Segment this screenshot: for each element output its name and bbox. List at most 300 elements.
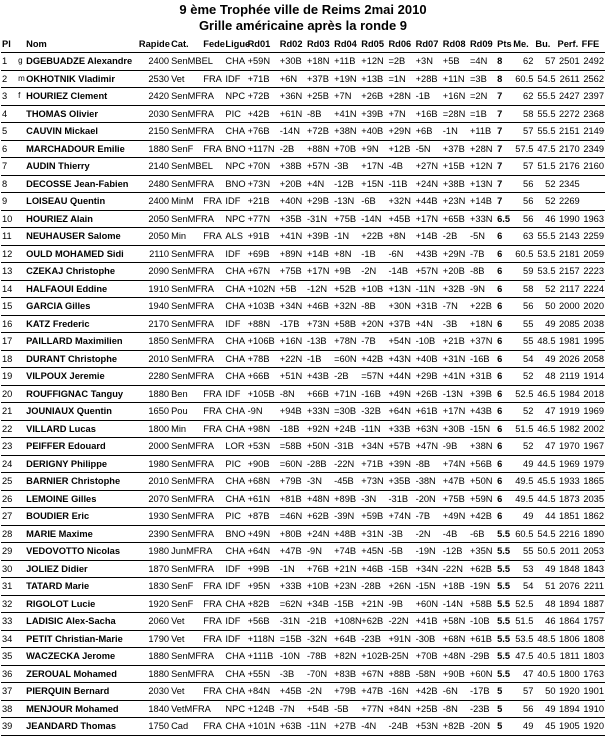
median-cell: 54 [523, 353, 534, 364]
round-1-cell: +53N [247, 441, 271, 451]
performance-cell: 2000 [558, 301, 580, 311]
round-1-cell: +66B [247, 371, 270, 381]
round-9-cell: =4N [469, 56, 488, 66]
rating-cell: 2390 [148, 528, 170, 539]
round-6-cell: +37B [388, 318, 411, 329]
place-cell: 39 [2, 721, 13, 731]
points-cell: 6 [497, 423, 503, 434]
round-7-cell: +47N [415, 441, 439, 451]
round-7-cell: -2N [415, 528, 431, 539]
round-8-cell: +15B [442, 161, 465, 171]
round-2-cell: +6N [279, 73, 298, 84]
title-cell [17, 438, 25, 456]
round-7-cell: -1B [415, 91, 431, 101]
buchholz-cell: 52 [545, 178, 556, 189]
round-5-cell: -2N [361, 266, 377, 276]
round-9-cell: -8B [469, 266, 485, 276]
ffe-rating-cell: 1979 [583, 458, 604, 469]
ffe-rating-cell: 1757 [583, 616, 604, 626]
category-cell: Vet [171, 73, 185, 84]
table-header-row [1, 36, 605, 53]
round-8-cell: +29N [442, 248, 466, 259]
table-row [1, 630, 605, 648]
table-row [1, 455, 605, 473]
round-7-cell: +63N [415, 423, 439, 434]
round-3-cell: +48N [306, 493, 330, 504]
round-1-cell: +67N [247, 266, 271, 276]
round-3-cell: -78B [306, 651, 327, 661]
league-cell: IDF [225, 563, 241, 574]
round-6-cell: +84N [388, 703, 411, 714]
table-row [1, 350, 605, 368]
title-cell [17, 193, 25, 211]
median-cell: 56 [523, 703, 534, 714]
round-4-cell: -1N [334, 231, 350, 241]
title-cell [17, 403, 25, 421]
median-cell: 62 [523, 56, 534, 66]
median-cell: 56 [523, 301, 534, 311]
round-1-cell: +98N [247, 423, 271, 434]
round-6-cell: -24B [388, 721, 409, 731]
ffe-rating-cell: 2223 [583, 266, 604, 276]
league-cell: IDF [225, 633, 241, 644]
round-5-cell: -16B [361, 388, 381, 399]
round-2-cell: =60N [279, 458, 303, 469]
points-cell: 6 [497, 283, 503, 294]
round-2-cell: -14N [279, 126, 300, 136]
round-3-cell: +24N [306, 528, 330, 539]
performance-cell: 1982 [558, 423, 580, 434]
round-2-cell: +35B [279, 213, 302, 224]
rating-cell: 2140 [148, 161, 170, 171]
round-2-cell: +41N [279, 231, 303, 241]
round-9-cell: +28N [469, 143, 493, 154]
buchholz-cell: 50.5 [537, 546, 556, 556]
round-3-cell: +25B [306, 91, 329, 101]
round-5-cell: +40B [361, 126, 384, 136]
round-7-cell: -20N [415, 493, 436, 504]
round-9-cell: =1B [469, 108, 487, 119]
performance-cell: 1848 [558, 563, 580, 574]
median-cell: 52 [523, 441, 534, 451]
round-4-cell: +32N [334, 301, 357, 311]
round-2-cell: +5B [279, 283, 297, 294]
round-8-cell: +74N [442, 458, 466, 469]
league-cell: CHA [225, 266, 246, 276]
round-9-cell: -17B [469, 686, 490, 696]
title-cell [17, 595, 25, 613]
performance-cell: 1864 [558, 616, 580, 626]
category-cell: SenMFRA [171, 126, 214, 136]
category-cell: SenMFRA [171, 441, 214, 451]
round-3-cell: -21B [306, 616, 327, 626]
round-1-cell: +72B [247, 91, 270, 101]
round-5-cell: -7B [361, 336, 376, 346]
round-2-cell: -3B [279, 668, 295, 679]
round-8-cell: +82B [442, 721, 465, 731]
round-7-cell: -7B [415, 511, 431, 521]
ffe-rating-cell: 1995 [583, 336, 604, 346]
median-cell: 54 [523, 581, 534, 591]
buchholz-cell: 52 [545, 196, 556, 206]
round-5-cell: -14N [361, 213, 382, 224]
performance-cell: 2427 [558, 91, 580, 101]
median-cell: 55 [523, 546, 534, 556]
place-cell: 1 [2, 56, 8, 66]
round-6-cell: +30N [388, 301, 411, 311]
round-7-cell: +34N [415, 563, 439, 574]
title-cell [17, 455, 25, 473]
round-2-cell: +45B [279, 686, 302, 696]
table-row [1, 438, 605, 456]
table-row [1, 333, 605, 351]
round-8-cell: +11N [442, 73, 465, 84]
performance-cell: 2026 [558, 353, 580, 364]
round-2-cell: +81B [279, 493, 302, 504]
rating-cell: 2070 [148, 493, 170, 504]
points-cell: 7 [497, 91, 503, 101]
round-2-cell: +63B [279, 721, 302, 731]
category-cell: SenMBEL [171, 161, 213, 171]
round-5-cell: +42B [361, 353, 384, 364]
round-3-cell: -9N [306, 546, 322, 556]
rating-cell: 1800 [148, 423, 170, 434]
median-cell: 60.5 [515, 73, 534, 84]
ffe-rating-cell: 2492 [583, 56, 604, 66]
category-cell: SenMFRA [171, 651, 214, 661]
rating-cell: 2050 [148, 213, 170, 224]
ffe-rating-cell: 1963 [583, 213, 604, 224]
round-6-cell: +43N [388, 353, 411, 364]
league-cell: CHA [225, 353, 246, 364]
league-cell: IDF [225, 73, 241, 84]
title-cell [17, 385, 25, 403]
title-cell [17, 263, 25, 281]
title-cell [17, 245, 25, 263]
median-cell: 57 [523, 686, 534, 696]
round-1-cell: +90B [247, 458, 270, 469]
round-1-cell: +59N [247, 56, 271, 66]
place-cell: 12 [2, 248, 13, 259]
buchholz-cell: 55.5 [537, 126, 556, 136]
title-cell: g [18, 56, 23, 65]
round-3-cell: +4N [306, 178, 325, 189]
round-9-cell: +14B [469, 196, 492, 206]
table-row [1, 665, 605, 683]
table-row [1, 473, 605, 491]
table-row [1, 263, 605, 281]
points-cell: 6 [497, 336, 503, 346]
round-6-cell: +74N [388, 511, 411, 521]
column-header: Me. [513, 39, 529, 49]
player-name-cell: JOLIEZ Didier [26, 563, 88, 574]
player-name-cell: CAUVIN Mickael [26, 126, 98, 136]
document-title: 9 ème Trophée ville de Reims 2mai 2010 [179, 2, 427, 17]
rating-cell: 2530 [148, 73, 170, 84]
round-2-cell: +40N [279, 196, 303, 206]
place-cell: 20 [2, 388, 13, 399]
round-1-cell: +64N [247, 546, 271, 556]
points-cell: 5.5 [497, 581, 511, 591]
round-4-cell: -15B [334, 598, 354, 609]
round-4-cell: +21N [334, 563, 357, 574]
round-6-cell: +28N [388, 91, 411, 101]
round-3-cell: +17N [306, 266, 330, 276]
round-7-cell: -58N [415, 668, 436, 679]
round-4-cell: -39N [334, 511, 355, 521]
buchholz-cell: 46 [545, 213, 556, 224]
round-6-cell: -22N [388, 616, 409, 626]
rating-cell: 1650 [148, 406, 170, 416]
median-cell: 55 [523, 318, 534, 329]
median-cell: 53.5 [515, 633, 534, 644]
round-7-cell: +25B [415, 703, 438, 714]
round-4-cell: +7N [334, 91, 352, 101]
round-8-cell: +16N [442, 91, 466, 101]
place-cell: 31 [2, 581, 13, 591]
place-cell: 17 [2, 336, 13, 346]
table-row [1, 385, 605, 403]
round-5-cell: -11N [361, 423, 381, 434]
points-cell: 7 [497, 196, 503, 206]
round-7-cell: +24N [415, 178, 439, 189]
buchholz-cell: 44.5 [537, 493, 556, 504]
round-9-cell: -16B [469, 353, 490, 364]
round-7-cell: -38N [415, 476, 436, 486]
points-cell: 6 [497, 476, 503, 486]
rating-cell: 2110 [149, 248, 170, 259]
league-cell: NPC [225, 91, 246, 101]
round-2-cell: -8N [279, 388, 295, 399]
round-4-cell: +11B [334, 56, 356, 66]
round-6-cell: +54N [388, 336, 411, 346]
category-cell: Vet [171, 633, 185, 644]
player-name-cell: OKHOTNIK Vladimir [26, 73, 115, 84]
place-cell: 21 [2, 406, 13, 416]
points-cell: 6 [497, 301, 503, 311]
ffe-rating-cell: 1920 [583, 721, 604, 731]
title-cell [17, 490, 25, 508]
points-cell: 7 [497, 161, 503, 171]
points-cell: 5.5 [497, 546, 511, 556]
round-1-cell: +71B [247, 73, 270, 84]
round-2-cell: -31N [279, 616, 300, 626]
buchholz-cell: 46.5 [537, 423, 556, 434]
round-8-cell: +20B [442, 266, 465, 276]
ffe-rating-cell: 2368 [583, 108, 604, 119]
round-8-cell: +31N [442, 353, 466, 364]
round-6-cell: -6N [388, 248, 404, 259]
title-cell [17, 543, 25, 561]
title-cell [17, 473, 25, 491]
performance-cell: 2272 [558, 108, 580, 119]
round-1-cell: +55N [247, 668, 271, 679]
points-cell: 5.5 [497, 598, 511, 609]
round-2-cell: =46N [279, 511, 303, 521]
federation-cell: FRA [203, 388, 222, 399]
buchholz-cell: 48.5 [537, 336, 556, 346]
rating-cell: 1880 [148, 388, 170, 399]
league-cell: CHA [225, 546, 246, 556]
place-cell: 23 [2, 441, 13, 451]
points-cell: 6 [497, 266, 503, 276]
title-cell [17, 525, 25, 543]
points-cell: 6 [497, 441, 503, 451]
player-name-cell: TATARD Marie [26, 581, 90, 591]
buchholz-cell: 55.5 [537, 231, 556, 241]
median-cell: 53 [523, 563, 534, 574]
round-7-cell: +41B [415, 616, 438, 626]
round-3-cell: +72B [306, 126, 329, 136]
round-3-cell: +54B [306, 703, 329, 714]
league-cell: CHA [225, 651, 246, 661]
round-3-cell: +43B [306, 371, 329, 381]
round-3-cell: +18N [306, 56, 330, 66]
round-1-cell: +56B [247, 616, 270, 626]
league-cell: IDF [225, 388, 241, 399]
round-5-cell: +39B [361, 108, 384, 119]
round-8-cell: +21B [442, 336, 465, 346]
ffe-rating-cell: 1803 [583, 651, 604, 661]
round-5-cell: +20N [361, 318, 384, 329]
category-cell: SenMFRA [171, 336, 214, 346]
round-3-cell: -11N [306, 721, 327, 731]
column-header: Bu. [535, 39, 551, 49]
round-5-cell: +17N [361, 161, 384, 171]
league-cell: CHA [225, 493, 246, 504]
round-3-cell: -70N [306, 668, 328, 679]
round-7-cell: -15N [415, 581, 436, 591]
round-7-cell: +3N [415, 56, 433, 66]
round-8-cell: +90B [442, 668, 465, 679]
category-cell: SenMFRA [171, 248, 214, 259]
median-cell: 47 [523, 668, 534, 679]
title-cell [17, 718, 25, 736]
table-row [1, 403, 605, 421]
table-row [1, 648, 605, 666]
round-1-cell: +95N [247, 581, 271, 591]
round-3-cell: +62B [306, 511, 329, 521]
round-8-cell: +58N [442, 616, 466, 626]
round-4-cell: +74B [334, 546, 357, 556]
place-cell: 25 [2, 476, 13, 486]
ffe-rating-cell: 2562 [583, 73, 604, 84]
round-1-cell: +70N [247, 161, 271, 171]
performance-cell: 2119 [559, 371, 580, 381]
title-cell [17, 560, 25, 578]
round-1-cell: -9N [247, 406, 263, 416]
round-4-cell: +19N [334, 73, 357, 84]
table-row [1, 595, 605, 613]
buchholz-cell: 52 [545, 283, 556, 294]
round-8-cell: -2B [442, 231, 458, 241]
round-8-cell: -7N [442, 301, 458, 311]
median-cell: 55 [523, 336, 534, 346]
column-header: Ligue [225, 39, 251, 49]
round-6-cell: +44N [388, 371, 411, 381]
round-3-cell: -31N [306, 213, 328, 224]
round-3-cell: -28B [306, 458, 327, 469]
performance-cell: 1984 [558, 388, 580, 399]
round-2-cell: -18B [279, 423, 300, 434]
player-name-cell: VEDOVOTTO Nicolas [26, 546, 120, 556]
title-cell [17, 280, 25, 298]
round-8-cell: -6N [442, 686, 458, 696]
category-cell: SenMFRA [171, 371, 214, 381]
buchholz-cell: 54.5 [537, 528, 556, 539]
round-2-cell: +16N [279, 336, 303, 346]
rating-cell: 2400 [148, 196, 170, 206]
round-2-cell: -1N [279, 563, 295, 574]
median-cell: 49.5 [515, 476, 534, 486]
buchholz-cell: 48 [545, 598, 556, 609]
round-8-cell: +75B [442, 493, 465, 504]
player-name-cell: BOUDIER Eric [26, 511, 90, 521]
title-cell [17, 350, 25, 368]
league-cell: CHA [225, 56, 246, 66]
table-row [1, 578, 605, 596]
place-cell: 33 [2, 616, 13, 626]
title-cell [17, 683, 25, 701]
performance-cell: 2117 [559, 283, 580, 294]
table-row [1, 210, 605, 228]
ffe-rating-cell: 1887 [583, 598, 604, 609]
round-4-cell: +78N [334, 336, 357, 346]
round-9-cell: -23B [469, 703, 490, 714]
round-4-cell: +8N [334, 248, 352, 259]
performance-cell: 1851 [558, 511, 580, 521]
round-8-cell: +32B [442, 283, 465, 294]
ffe-rating-cell: 2053 [583, 546, 604, 556]
performance-cell: 1806 [558, 633, 580, 644]
player-name-cell: ROUFFIGNAC Tanguy [26, 388, 124, 399]
round-6-cell: +7N [388, 108, 406, 119]
round-7-cell: +70B [415, 651, 438, 661]
league-cell: CHA [225, 598, 246, 609]
round-8-cell: +23N [442, 196, 466, 206]
round-5-cell: +102B [361, 651, 389, 661]
round-5-cell: +22B [361, 231, 384, 241]
round-3-cell: +39B [306, 231, 329, 241]
round-9-cell: +42B [469, 511, 492, 521]
place-cell: 26 [2, 493, 13, 504]
standings-table [1, 36, 605, 736]
league-cell: IDF [225, 248, 241, 259]
round-6-cell: +45B [388, 213, 411, 224]
points-cell: 6 [497, 231, 503, 241]
round-1-cell: +117N [247, 143, 275, 154]
round-6-cell: +49N [388, 388, 411, 399]
league-cell: CHA [225, 336, 246, 346]
table-row [1, 88, 605, 106]
round-9-cell: +56B [469, 458, 492, 469]
title-cell [17, 228, 25, 246]
title-cell [17, 578, 25, 596]
place-cell: 35 [2, 651, 13, 661]
place-cell: 36 [2, 668, 13, 679]
buchholz-cell: 47.5 [537, 143, 556, 154]
round-4-cell: +71N [334, 388, 357, 399]
rating-cell: 1920 [148, 598, 170, 609]
buchholz-cell: 51 [545, 581, 556, 591]
round-8-cell: +47B [442, 476, 465, 486]
round-3-cell: -3N [306, 476, 322, 486]
round-5-cell: +15N [361, 178, 384, 189]
place-cell: 10 [2, 213, 13, 224]
buchholz-cell: 49 [545, 703, 556, 714]
round-2-cell: +20B [279, 178, 302, 189]
ffe-rating-cell: 2259 [583, 231, 604, 241]
